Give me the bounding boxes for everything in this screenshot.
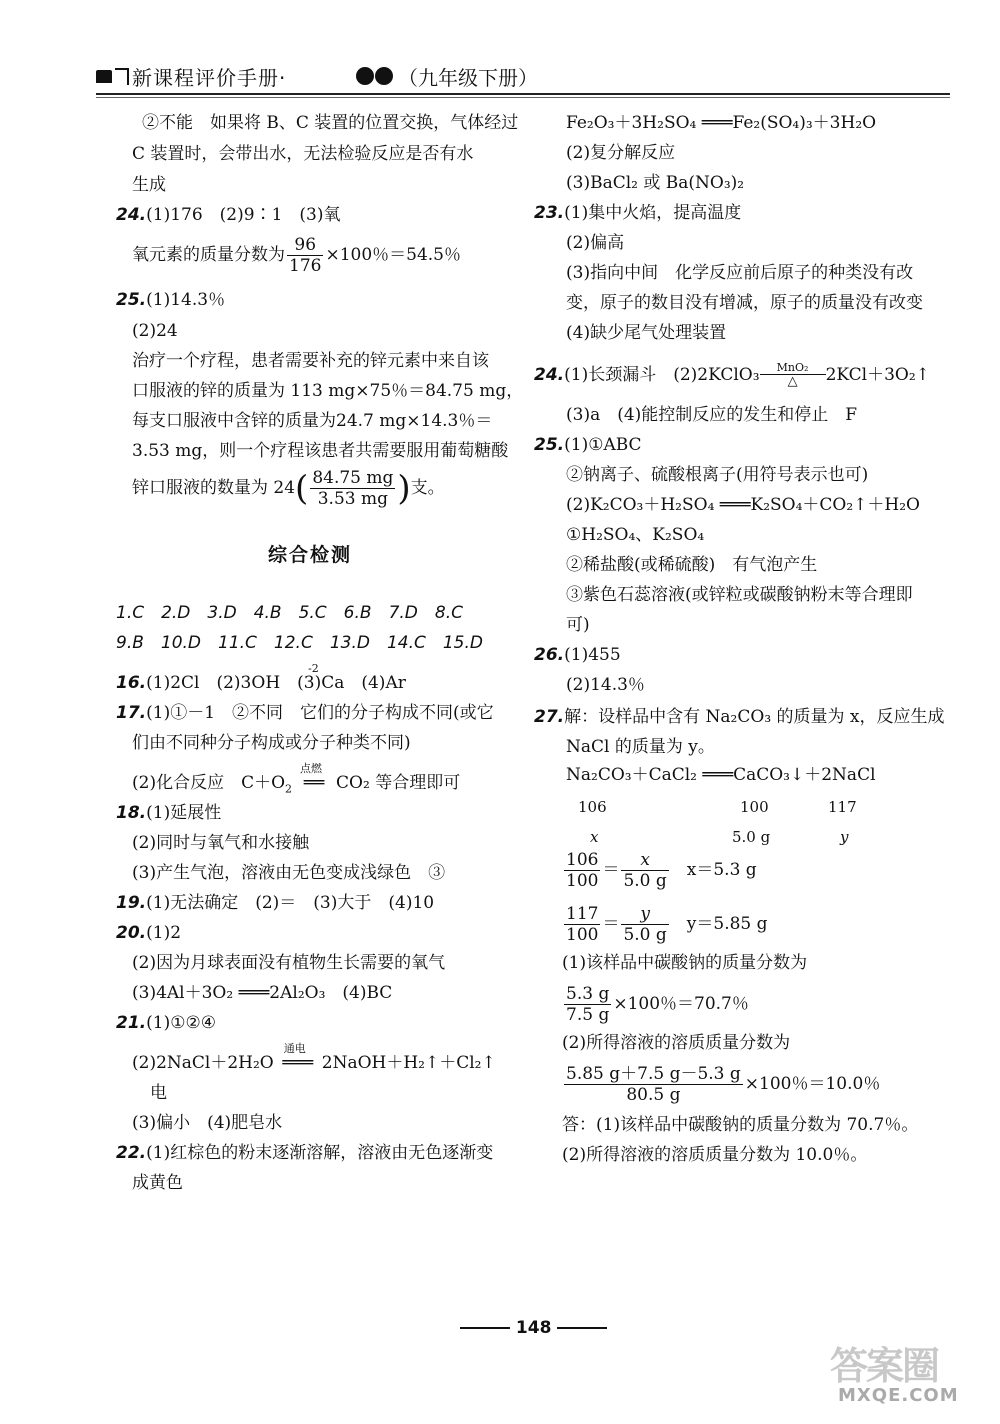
- question-number: 19: [116, 893, 140, 913]
- question-17: 17.(1)①－1 ②不同 它们的分子构成不同(或它: [116, 703, 494, 723]
- text-line: ②稀盐酸(或稀硫酸) 有气泡产生: [566, 555, 818, 575]
- proportion-1: [562, 850, 757, 891]
- text-line: 变，原子的数目没有增减，原子的质量没有改变: [566, 293, 923, 313]
- equals: ＝: [602, 914, 620, 934]
- answer-text: (1)2: [146, 923, 182, 943]
- result: x＝5.3 g: [686, 860, 757, 880]
- text-line: (2)所得溶液的溶质质量分数为: [562, 1033, 791, 1053]
- fraction: [564, 1064, 743, 1105]
- text-line: (3)产生气泡，溶液由无色变成浅绿色 ③: [132, 863, 446, 883]
- question-number: 26: [534, 645, 558, 665]
- denominator: 3.53 mg: [317, 489, 388, 509]
- text-line: (3)指向中间 化学反应前后原子的种类没有改: [566, 263, 914, 283]
- answer-text: (1)延展性: [146, 803, 222, 823]
- variable: x: [590, 828, 599, 846]
- question-number: 18: [116, 803, 140, 823]
- text: CO₂ 等合理即可: [336, 773, 461, 793]
- numerator: 84.75 mg: [312, 468, 394, 488]
- equation-line: Fe₂O₃＋3H₂SO₄ ═══Fe₂(SO₄)₃＋3H₂O: [566, 113, 877, 133]
- molar-mass: 117: [828, 798, 857, 816]
- fraction: [621, 904, 668, 945]
- answer-text: (1)集中火焰，提高温度: [564, 203, 742, 223]
- answer-text: (1)①②④: [146, 1013, 216, 1033]
- text-line: C 装置时，会带出水，无法检验反应是否有水: [132, 144, 474, 164]
- watermark-text: 答案圈: [830, 1344, 939, 1388]
- question-21: 21.(1)①②④: [116, 1013, 216, 1033]
- header-rule: [96, 93, 950, 95]
- answer-text: (1)①－1 ②不同 它们的分子构成不同(或它: [146, 703, 494, 723]
- text: 氧元素的质量分数为: [132, 245, 285, 265]
- text-line: 成黄色: [132, 1173, 183, 1193]
- text-line: 们由不同种分子构成或分子种类不同): [132, 733, 411, 753]
- molar-mass: 100: [740, 798, 769, 816]
- mc-answers-row-2: 9.B 10.D 11.C 12.C 13.D 14.C 15.D: [116, 633, 483, 653]
- result: y＝5.85 g: [686, 914, 768, 934]
- text-line: (1)该样品中碳酸钠的质量分数为: [562, 953, 808, 973]
- text-line: (2)24: [132, 321, 178, 341]
- variable: y: [840, 828, 849, 846]
- result: ×100％＝70.7％: [613, 994, 749, 1014]
- fraction-line-4: [562, 1064, 880, 1105]
- fraction: [287, 235, 323, 276]
- numerator: x: [621, 850, 668, 871]
- text-line: NaCl 的质量为 y。: [566, 737, 715, 757]
- mc-answers-row-1: 1.C 2.D 3.D 4.B 5.C 6.B 7.D 8.C: [116, 603, 463, 623]
- answer-text: 解：设样品中含有 Na₂CO₃ 的质量为 x，反应生成: [564, 707, 945, 727]
- numerator: y: [621, 904, 668, 925]
- text-line: (2)偏高: [566, 233, 625, 253]
- question-27: 27.解：设样品中含有 Na₂CO₃ 的质量为 x，反应生成: [534, 707, 945, 727]
- denominator: 5.0 g: [623, 871, 667, 891]
- denominator: 7.5 g: [566, 1005, 610, 1025]
- text-line: 生成: [132, 175, 166, 195]
- text: 2KCl＋3O₂↑: [825, 365, 930, 385]
- fraction: [564, 984, 611, 1025]
- text-line: 每支口服液中含锌的质量为24.7 mg×14.3％＝: [132, 411, 493, 431]
- question-16: 16.(1)2Cl (2)3OH (3)Ca (4)Ar: [116, 673, 406, 693]
- formula-line: [132, 235, 461, 276]
- catalyst-label: MnO₂: [776, 361, 809, 374]
- formula-line: 锌口服液的数量为 24( $\frac{84.75 mg}{3.53 mg}$ )支。: [132, 468, 445, 509]
- question-number: 24: [534, 365, 558, 385]
- text-line: ①H₂SO₄、K₂SO₄: [566, 525, 705, 545]
- text-line: (2)同时与氧气和水接触: [132, 833, 310, 853]
- text: (2)2NaCl＋2H₂O: [132, 1053, 274, 1073]
- answer-text: (1)①ABC: [564, 435, 642, 455]
- question-number: 27: [534, 707, 558, 727]
- question-26: 26.(1)455: [534, 645, 621, 665]
- text: 支。: [410, 478, 445, 498]
- question-25: 25.(1)①ABC: [534, 435, 642, 455]
- numerator: 5.85 g＋7.5 g－5.3 g: [566, 1064, 741, 1084]
- formula-line: (2)化合反应 $C+O_2$ 点燃 ══ CO₂ 等合理即可: [132, 768, 460, 804]
- text-line: (2)复分解反应: [566, 143, 676, 163]
- question-number: 21: [116, 1013, 140, 1033]
- text-line: (2)因为月球表面没有植物生长需要的氧气: [132, 953, 446, 973]
- numerator: 106: [566, 850, 599, 870]
- text-line: (3)BaCl₂ 或 Ba(NO₃)₂: [566, 173, 745, 193]
- text-line: (2)14.3％: [566, 675, 645, 695]
- fraction: [621, 850, 668, 891]
- question-number: 16: [116, 673, 140, 693]
- denominator: 176: [289, 256, 322, 276]
- question-20: 20.(1)2: [116, 923, 182, 943]
- header-rule-thin: [96, 97, 950, 98]
- numerator: 5.3 g: [566, 984, 610, 1004]
- answer-summary: 答：(1)该样品中碳酸钠的质量分数为 70.7％。: [562, 1115, 919, 1135]
- answer-text: (1)14.3％: [146, 290, 226, 310]
- text: ×100％＝54.5％: [325, 245, 461, 265]
- ornament-left-icon: [460, 1327, 510, 1329]
- question-24: 24.(1)176 (2)9∶1 (3)氧: [116, 205, 341, 225]
- question-number: 20: [116, 923, 140, 943]
- header-grade: （九年级下册）: [398, 66, 538, 90]
- page-number: 148: [515, 1318, 552, 1338]
- numerator: 117: [566, 904, 599, 924]
- question-number: 23: [534, 203, 558, 223]
- text-line: ③紫色石蕊溶液(或锌粒或碳酸钠粉末等合理即: [566, 585, 913, 605]
- proportion-2: [562, 904, 768, 945]
- answer-text: (1)2Cl (2)3OH (3)Ca (4)Ar: [146, 673, 406, 693]
- result: ×100％＝10.0％: [744, 1074, 881, 1094]
- formula-line: (2)2NaCl＋2H₂O 通电 ═══ 2NaOH＋H₂↑＋Cl₂↑: [132, 1048, 496, 1078]
- answer-text: (1)176 (2)9∶1 (3)氧: [146, 205, 341, 225]
- book-icon: [96, 70, 112, 83]
- condition-label: 点燃: [300, 762, 323, 775]
- answer-text: (1)长颈漏斗 (2)2KClO₃: [564, 365, 760, 385]
- question-number: 25: [116, 290, 140, 310]
- equals: ＝: [602, 860, 620, 880]
- text: (2)化合反应 C＋O: [132, 773, 286, 793]
- text-line: 可): [566, 615, 590, 635]
- section-title: 综合检测: [268, 544, 353, 566]
- fraction: [310, 468, 395, 509]
- book-open-icon: [115, 68, 129, 85]
- superscript: -2: [308, 662, 319, 675]
- denominator: 100: [566, 925, 599, 945]
- answer-text: (1)无法确定 (2)＝ (3)大于 (4)10: [146, 893, 435, 913]
- question-23: 23.(1)集中火焰，提高温度: [534, 203, 742, 223]
- numerator: 96: [287, 235, 323, 256]
- question-24: 24.(1)长颈漏斗 (2)2KClO₃ MnO₂ △ 2KCl＋3O₂↑: [534, 361, 930, 389]
- fraction-line-3: [562, 984, 749, 1025]
- fraction: [564, 904, 600, 945]
- watermark-logo: [830, 1335, 990, 1415]
- text-line: (2)K₂CO₃＋H₂SO₄ ═══K₂SO₄＋CO₂↑＋H₂O: [566, 495, 920, 515]
- denominator: 100: [566, 871, 599, 891]
- text-line: 电: [150, 1083, 167, 1103]
- answer-text: (1)455: [564, 645, 621, 665]
- question-number: 25: [534, 435, 558, 455]
- condition-label: 通电: [283, 1042, 306, 1055]
- question-22: 22.(1)红棕色的粉末逐渐溶解，溶液由无色逐渐变: [116, 1143, 494, 1163]
- question-18: 18.(1)延展性: [116, 803, 222, 823]
- header-dots-icon: [356, 67, 394, 89]
- text-line: (4)缺少尾气处理装置: [566, 323, 727, 343]
- given-mass: 5.0 g: [732, 828, 771, 846]
- question-number: 24: [116, 205, 140, 225]
- question-19: 19.(1)无法确定 (2)＝ (3)大于 (4)10: [116, 893, 435, 913]
- heat-label: △: [760, 374, 826, 389]
- fraction: [564, 850, 600, 891]
- text: 锌口服液的数量为 24: [132, 478, 296, 498]
- molar-mass: 106: [578, 798, 607, 816]
- answer-text: (1)红棕色的粉末逐渐溶解，溶液由无色逐渐变: [146, 1143, 494, 1163]
- text-line: ②钠离子、硫酸根离子(用符号表示也可): [566, 465, 869, 485]
- question-25: 25.(1)14.3％: [116, 290, 226, 310]
- denominator: 80.5 g: [626, 1085, 681, 1105]
- text-line: ②不能 如果将 B、C 装置的位置交换，气体经过: [142, 113, 519, 133]
- page-footer: [460, 1318, 607, 1338]
- text-line: (3)4Al＋3O₂ ═══2Al₂O₃ (4)BC: [132, 983, 393, 1003]
- text-line: 口服液的锌的质量为 113 mg×75％＝84.75 mg，: [132, 381, 524, 401]
- text-line: 治疗一个疗程，患者需要补充的锌元素中来自该: [132, 351, 489, 371]
- answer-summary: (2)所得溶液的溶质质量分数为 10.0％。: [562, 1145, 868, 1165]
- text-line: (3)a (4)能控制反应的发生和停止 F: [566, 405, 858, 425]
- equation-line: Na₂CO₃＋CaCl₂ ═══CaCO₃↓＋2NaCl: [566, 765, 876, 785]
- denominator: 5.0 g: [623, 925, 667, 945]
- text-line: (3)偏小 (4)肥皂水: [132, 1113, 283, 1133]
- question-number: 17: [116, 703, 140, 723]
- page-header: [96, 62, 950, 92]
- question-number: 22: [116, 1143, 140, 1163]
- watermark-url: MXQE.COM: [838, 1385, 959, 1406]
- text-line: 3.53 mg，则一个疗程该患者共需要服用葡萄糖酸: [132, 441, 509, 461]
- header-title: 新课程评价手册·: [132, 66, 287, 90]
- text: 2NaOH＋H₂↑＋Cl₂↑: [321, 1053, 496, 1073]
- ornament-right-icon: [557, 1327, 607, 1329]
